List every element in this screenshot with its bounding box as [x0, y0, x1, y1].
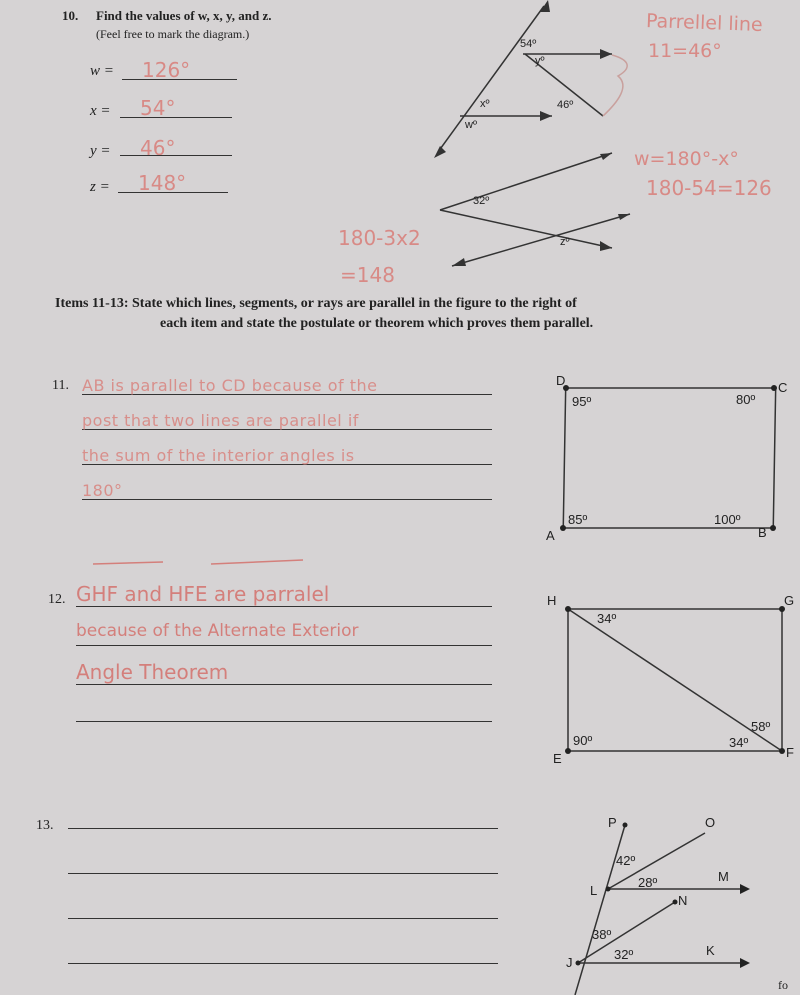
angle-w: wº: [465, 119, 477, 131]
q12-number: 12.: [48, 592, 66, 607]
point-c: [771, 385, 777, 391]
angle-32: 32º: [614, 947, 634, 962]
answer-x-value: 54°: [140, 96, 176, 120]
angle-y: yº: [535, 55, 545, 67]
line-pj: [575, 825, 625, 995]
q12-line-3: Angle Theorem: [76, 660, 492, 685]
ray-upper: [440, 153, 612, 210]
arrow-1: [540, 0, 550, 12]
angle-42: 42º: [616, 853, 636, 868]
q12-overlines: [93, 558, 313, 572]
label-o: O: [705, 815, 716, 830]
transversal-line: [438, 6, 544, 152]
label-b: B: [758, 525, 767, 540]
note-180-54: 180-54=126: [646, 176, 772, 200]
q12-line-2: because of the Alternate Exterior: [76, 621, 492, 646]
angle-58: 58º: [751, 719, 771, 734]
label-p: P: [608, 815, 617, 830]
q11-line-4: 180°: [82, 481, 492, 500]
ray-lower: [440, 210, 612, 248]
label-f: F: [786, 745, 794, 760]
arrow-7: [618, 214, 630, 220]
arrow-k: [740, 958, 750, 968]
point-p: [623, 823, 628, 828]
answer-z-label: z =: [90, 179, 110, 195]
q10-subtitle: (Feel free to mark the diagram.): [96, 27, 250, 41]
label-g: G: [784, 593, 795, 608]
point-e: [565, 748, 571, 754]
items-heading-line2: each item and state the postulate or theorem which proves them parallel.: [160, 316, 594, 331]
angle-x: xº: [480, 98, 490, 110]
answer-w-value: 126°: [142, 58, 191, 82]
point-b: [770, 525, 776, 531]
arrow-m: [740, 884, 750, 894]
note-180-3x2: 180-3x2: [338, 226, 421, 250]
answer-x-label: x =: [90, 103, 111, 119]
angle-z: zº: [560, 236, 570, 248]
q13-line-1[interactable]: [68, 810, 498, 829]
q11-figure: [530, 370, 800, 550]
arrow-4: [540, 111, 552, 121]
note-parallel-line: Parrellel line: [645, 9, 764, 37]
point-j: [576, 961, 581, 966]
answer-y-label: y =: [90, 143, 111, 159]
angle-28: 28º: [638, 875, 658, 890]
arrow-3: [600, 49, 612, 59]
point-l: [606, 887, 611, 892]
note-w-formula: w=180°-x°: [634, 148, 739, 170]
q13-number: 13.: [36, 818, 54, 833]
q10-title: Find the values of w, x, y, and z.: [96, 8, 272, 23]
label-m: M: [718, 869, 729, 884]
arrow-6: [600, 241, 612, 251]
angle-a: 85º: [568, 512, 588, 527]
quadrilateral-abcd: [563, 388, 775, 528]
note-eleven: 11=46°: [648, 40, 722, 62]
q11-number: 11.: [52, 378, 69, 393]
arrow-2: [434, 146, 446, 158]
q12-line-4: [76, 703, 492, 722]
point-a: [560, 525, 566, 531]
angle-c: 80º: [736, 392, 756, 407]
items-heading-bold: Items 11-13:: [55, 296, 129, 311]
diagonal-hf: [568, 609, 782, 751]
label-k: K: [706, 943, 715, 958]
answer-w-label: w =: [90, 63, 114, 79]
arrow-5: [600, 153, 612, 160]
angle-90: 90º: [573, 733, 593, 748]
items-heading: [55, 296, 577, 312]
point-h: [565, 606, 571, 612]
q13-answer: [68, 810, 498, 964]
label-c: C: [778, 380, 788, 395]
arrow-8: [452, 258, 466, 266]
q12-figure: [535, 585, 800, 770]
label-d: D: [556, 373, 566, 388]
label-e: E: [553, 751, 562, 766]
point-n: [673, 900, 678, 905]
ray-third: [452, 214, 630, 266]
corner-text: fo: [778, 978, 788, 992]
q13-line-2[interactable]: [68, 855, 498, 874]
q13-line-4[interactable]: [68, 945, 498, 964]
q10-number: 10.: [62, 8, 79, 23]
q11-line-1: AB is parallel to CD because of the: [82, 376, 492, 395]
answer-y-value: 46°: [140, 136, 176, 160]
point-f: [779, 748, 785, 754]
label-n: N: [678, 893, 688, 908]
angle-34-bottom: 34º: [729, 735, 749, 750]
angle-d: 95º: [572, 394, 592, 409]
q12-answer: [76, 582, 492, 722]
q11-line-3: the sum of the interior angles is: [82, 446, 492, 465]
bracket-mark: [603, 55, 627, 116]
label-l: L: [590, 883, 598, 898]
angle-34-top: 34º: [597, 611, 617, 626]
items-heading-text1: State which lines, segments, or rays are parallel in the figure to the right of: [132, 296, 577, 311]
q13-figure: [550, 805, 800, 995]
angle-b: 100º: [714, 512, 741, 527]
angle-46: 46º: [557, 99, 574, 111]
label-h: H: [547, 593, 557, 608]
q13-line-3[interactable]: [68, 900, 498, 919]
answer-z-value: 148°: [138, 171, 187, 195]
q11-answer: [82, 376, 492, 500]
note-148: =148: [340, 263, 395, 287]
angle-54: 54º: [520, 38, 537, 50]
angle-32: 32º: [473, 195, 490, 207]
q12-line-1: GHF and HFE are parralel: [76, 582, 492, 607]
q11-line-2: post that two lines are parallel if: [82, 411, 492, 430]
angle-38: 38º: [592, 927, 612, 942]
label-a: A: [546, 528, 555, 543]
label-j: J: [566, 955, 573, 970]
